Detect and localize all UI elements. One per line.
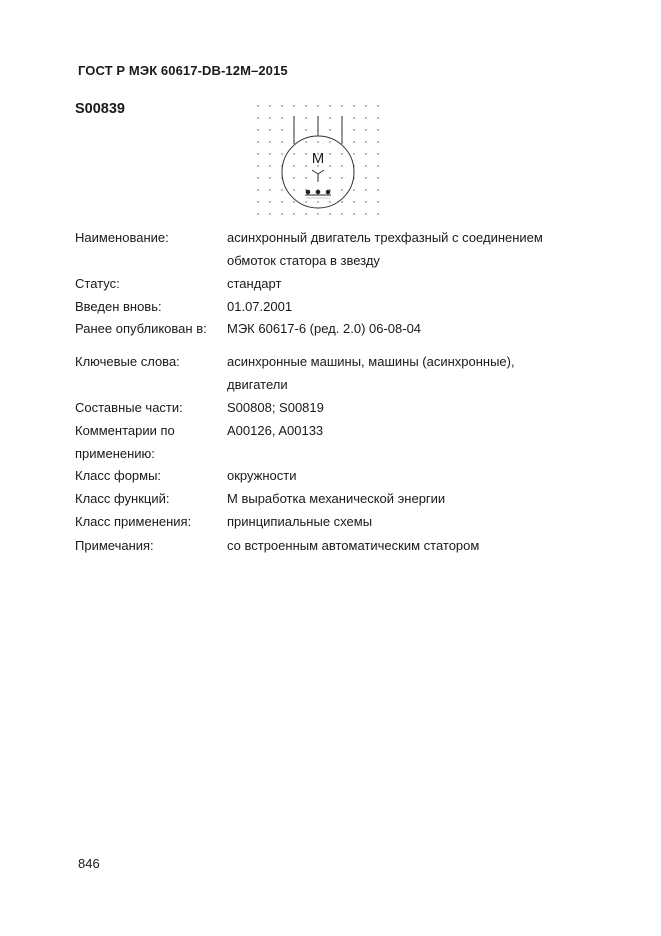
grid-dot — [305, 201, 306, 202]
attribute-label — [75, 227, 225, 250]
grid-dot — [257, 177, 258, 178]
grid-dot — [317, 141, 318, 142]
grid-dot — [281, 201, 282, 202]
grid-dot — [269, 141, 270, 142]
grid-dot — [377, 117, 378, 118]
grid-dot — [365, 117, 366, 118]
grid-dot — [281, 105, 282, 106]
attribute-value-line: стандарт — [227, 276, 282, 291]
attribute-label — [75, 465, 225, 488]
attribute-label-line: Статус: — [75, 276, 120, 291]
grid-dot — [353, 141, 354, 142]
attribute-label-line: Наименование: — [75, 230, 169, 245]
grid-dot — [269, 129, 270, 130]
attribute-value — [227, 465, 567, 488]
grid-dot — [341, 165, 342, 166]
grid-dot — [377, 165, 378, 166]
attribute-value — [227, 227, 567, 272]
attribute-label-line: Ранее опубликован в: — [75, 321, 207, 336]
grid-dot — [377, 105, 378, 106]
grid-dot — [305, 165, 306, 166]
attribute-value-line: S00808; S00819 — [227, 400, 324, 415]
attribute-label — [75, 296, 225, 319]
grid-dot — [341, 189, 342, 190]
grid-dot — [293, 189, 294, 190]
attribute-value-line: принципиальные схемы — [227, 514, 373, 529]
grid-dot — [257, 213, 258, 214]
grid-dot — [353, 201, 354, 202]
grid-dot — [317, 213, 318, 214]
attribute-value-line: асинхронные машины, машины (асинхронные), — [227, 354, 515, 369]
attribute-value-line: 01.07.2001 — [227, 299, 293, 314]
attribute-value-line: со встроенным автоматическим статором — [227, 538, 480, 553]
grid-dot — [365, 189, 366, 190]
symbol-code: S00839 — [75, 101, 125, 117]
attribute-label — [75, 318, 225, 341]
attribute-label-line: Класс формы: — [75, 468, 162, 483]
attribute-value-line: окружности — [227, 468, 297, 483]
grid-dot — [329, 105, 330, 106]
grid-dot — [269, 177, 270, 178]
grid-dot — [281, 117, 282, 118]
grid-dot — [257, 117, 258, 118]
grid-dot — [341, 153, 342, 154]
attribute-value-line: M выработка механической энергии — [227, 491, 446, 506]
attribute-label-line: Составные части: — [75, 400, 183, 415]
grid-dot — [257, 165, 258, 166]
grid-dot — [365, 141, 366, 142]
attribute-label-line: Класс функций: — [75, 491, 170, 506]
attribute-value — [227, 296, 567, 319]
grid-dot — [293, 105, 294, 106]
grid-dot — [377, 177, 378, 178]
grid-dot — [329, 117, 330, 118]
grid-dot — [329, 129, 330, 130]
grid-dot — [329, 153, 330, 154]
winding-terminals — [305, 190, 331, 195]
grid-dot — [317, 105, 318, 106]
grid-dot — [365, 213, 366, 214]
attribute-label-line: Примечания: — [75, 538, 154, 553]
grid-dot — [269, 165, 270, 166]
grid-dot — [257, 153, 258, 154]
grid-dot — [281, 189, 282, 190]
grid-dot — [317, 201, 318, 202]
grid-dot — [305, 129, 306, 130]
grid-dot — [293, 153, 294, 154]
motor-letter: M — [311, 150, 325, 167]
grid-dot — [305, 117, 306, 118]
attribute-value — [227, 535, 567, 558]
attribute-label-line: Введен вновь: — [75, 299, 162, 314]
motor-circle — [282, 136, 354, 208]
grid-dot — [329, 213, 330, 214]
grid-dot — [293, 213, 294, 214]
grid-dot — [377, 153, 378, 154]
grid-dot — [329, 201, 330, 202]
attribute-label-line: Комментарии по — [75, 423, 175, 438]
grid-dot — [377, 189, 378, 190]
grid-dot — [257, 201, 258, 202]
attribute-label — [75, 488, 225, 511]
attribute-value-line: МЭК 60617-6 (ред. 2.0) 06-08-04 — [227, 321, 422, 336]
attribute-value — [227, 397, 567, 420]
grid-dot — [353, 105, 354, 106]
grid-dot — [329, 165, 330, 166]
attribute-label — [75, 535, 225, 558]
grid-dot — [377, 141, 378, 142]
grid-dot — [281, 129, 282, 130]
grid-dot — [365, 201, 366, 202]
grid-dot — [341, 201, 342, 202]
attribute-value — [227, 488, 567, 511]
grid-dot — [365, 129, 366, 130]
grid-dot — [281, 153, 282, 154]
attribute-value — [227, 273, 567, 296]
grid-dot — [305, 141, 306, 142]
grid-dot — [329, 177, 330, 178]
grid-dot — [293, 201, 294, 202]
attribute-value — [227, 420, 567, 443]
grid-dot — [257, 141, 258, 142]
grid-dot — [305, 177, 306, 178]
grid-dot — [377, 213, 378, 214]
grid-dot — [293, 177, 294, 178]
grid-dot — [353, 117, 354, 118]
attribute-label — [75, 420, 225, 465]
grid-dot — [377, 129, 378, 130]
grid-dot — [353, 153, 354, 154]
grid-dot — [341, 105, 342, 106]
attribute-value — [227, 511, 567, 534]
attribute-label-line: Класс применения: — [75, 514, 192, 529]
grid-dot — [353, 129, 354, 130]
grid-dot — [269, 213, 270, 214]
grid-dot — [365, 153, 366, 154]
star-connection-mark — [312, 170, 324, 182]
grid-dot — [305, 105, 306, 106]
grid-dot — [365, 105, 366, 106]
grid-dot — [353, 189, 354, 190]
grid-dot — [293, 165, 294, 166]
grid-dot — [257, 189, 258, 190]
document-header: ГОСТ Р МЭК 60617-DB-12M–2015 — [78, 63, 288, 78]
grid-dot — [269, 189, 270, 190]
attribute-value-line: A00126, A00133 — [227, 423, 324, 438]
attribute-label — [75, 351, 225, 374]
attribute-value — [227, 318, 567, 341]
grid-dot — [269, 153, 270, 154]
attribute-label-line: Ключевые слова: — [75, 354, 180, 369]
grid-dot — [329, 141, 330, 142]
grid-dot — [365, 177, 366, 178]
grid-dot — [305, 153, 306, 154]
motor-symbol-diagram — [250, 100, 382, 224]
grid-dot — [377, 201, 378, 202]
attribute-value-line: двигатели — [227, 376, 288, 392]
attribute-value-line: асинхронный двигатель трехфазный с соединением — [227, 230, 543, 245]
grid-dot — [257, 129, 258, 130]
attribute-label — [75, 511, 225, 534]
attribute-label-line: применению: — [75, 445, 155, 461]
grid-dot — [269, 201, 270, 202]
page-number: 846 — [78, 856, 100, 871]
grid-dot — [281, 141, 282, 142]
grid-dot — [269, 105, 270, 106]
attribute-value — [227, 351, 567, 396]
grid-dot — [281, 213, 282, 214]
grid-dot — [341, 177, 342, 178]
attribute-label — [75, 273, 225, 296]
grid-dot — [305, 213, 306, 214]
grid-dot — [257, 105, 258, 106]
grid-dot — [353, 213, 354, 214]
attribute-value-line: обмоток статора в звезду — [227, 252, 380, 268]
attribute-label — [75, 397, 225, 420]
grid-dot — [341, 213, 342, 214]
grid-dot — [269, 117, 270, 118]
grid-dot — [365, 165, 366, 166]
